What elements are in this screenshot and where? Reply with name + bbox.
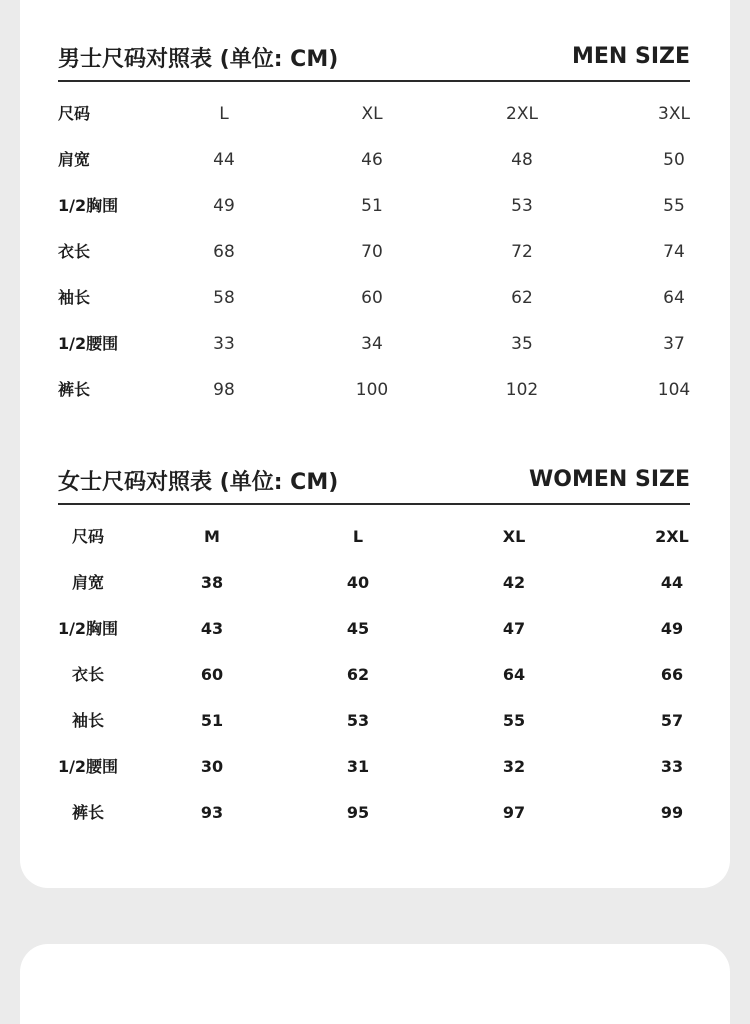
measurement-value: 93 xyxy=(200,803,224,822)
measurement-value: 53 xyxy=(511,196,533,216)
table-header-row xyxy=(20,517,730,563)
measurement-label: 衣长 xyxy=(58,242,91,261)
measurement-label: 袖长 xyxy=(58,288,91,307)
measurement-value: 62 xyxy=(511,288,533,308)
table-row xyxy=(20,609,730,655)
size-header: L xyxy=(352,527,364,546)
measurement-value: 60 xyxy=(200,665,224,684)
measurement-value: 58 xyxy=(213,288,235,308)
measurement-value: 38 xyxy=(200,573,224,592)
men-size-table xyxy=(20,94,730,416)
measurement-value: 34 xyxy=(361,334,383,354)
men-size-title: 男士尺码对照表 (单位: CM) xyxy=(58,47,339,72)
measurement-label: 1/2胸围 xyxy=(57,619,119,638)
next-card xyxy=(20,944,730,1024)
measurement-value: 95 xyxy=(346,803,370,822)
measurement-value: 32 xyxy=(502,757,526,776)
men-size-header xyxy=(58,40,690,82)
measurement-value: 104 xyxy=(657,380,691,400)
measurement-value: 57 xyxy=(660,711,684,730)
size-header: M xyxy=(204,527,220,546)
size-chart-card xyxy=(20,0,730,888)
measurement-value: 60 xyxy=(361,288,383,308)
measurement-label: 裤长 xyxy=(71,803,105,822)
measurement-value: 49 xyxy=(213,196,235,216)
measurement-value: 55 xyxy=(663,196,685,216)
size-column-label: 尺码 xyxy=(71,527,105,546)
table-row xyxy=(20,324,730,370)
size-header: 2XL xyxy=(655,527,689,546)
size-header: 3XL xyxy=(658,104,690,124)
measurement-value: 42 xyxy=(502,573,526,592)
measurement-label: 1/2腰围 xyxy=(57,757,119,776)
women-size-title: 女士尺码对照表 (单位: CM) xyxy=(58,470,339,495)
measurement-label: 肩宽 xyxy=(71,573,105,592)
measurement-value: 51 xyxy=(361,196,383,216)
measurement-value: 33 xyxy=(660,757,684,776)
measurement-value: 45 xyxy=(346,619,370,638)
measurement-label: 肩宽 xyxy=(58,150,91,169)
measurement-value: 46 xyxy=(361,150,383,170)
measurement-value: 102 xyxy=(505,380,539,400)
measurement-value: 44 xyxy=(213,150,235,170)
measurement-value: 37 xyxy=(663,334,685,354)
measurement-value: 70 xyxy=(361,242,383,262)
women-size-table xyxy=(20,517,730,839)
measurement-value: 55 xyxy=(502,711,526,730)
measurement-value: 66 xyxy=(660,665,684,684)
measurement-value: 64 xyxy=(663,288,685,308)
measurement-value: 50 xyxy=(663,150,685,170)
measurement-value: 51 xyxy=(200,711,224,730)
table-row xyxy=(20,747,730,793)
measurement-value: 30 xyxy=(200,757,224,776)
table-row xyxy=(20,186,730,232)
measurement-value: 44 xyxy=(660,573,684,592)
measurement-value: 31 xyxy=(346,757,370,776)
measurement-label: 裤长 xyxy=(58,380,91,399)
measurement-value: 99 xyxy=(660,803,684,822)
measurement-label: 1/2胸围 xyxy=(58,196,119,215)
measurement-label: 袖长 xyxy=(71,711,105,730)
table-row xyxy=(20,278,730,324)
measurement-value: 47 xyxy=(502,619,526,638)
measurement-value: 49 xyxy=(660,619,684,638)
table-row xyxy=(20,232,730,278)
measurement-label: 1/2腰围 xyxy=(58,334,119,353)
table-row xyxy=(20,793,730,839)
table-row xyxy=(20,655,730,701)
measurement-value: 72 xyxy=(511,242,533,262)
measurement-value: 62 xyxy=(346,665,370,684)
women-size-title-en: WOMEN SIZE xyxy=(529,467,690,492)
size-column-label: 尺码 xyxy=(58,104,91,123)
measurement-value: 35 xyxy=(511,334,533,354)
measurement-value: 40 xyxy=(346,573,370,592)
table-row xyxy=(20,370,730,416)
measurement-value: 64 xyxy=(502,665,526,684)
measurement-value: 43 xyxy=(200,619,224,638)
measurement-value: 97 xyxy=(502,803,526,822)
men-size-title-en: MEN SIZE xyxy=(571,44,690,69)
table-header-row xyxy=(20,94,730,140)
measurement-value: 53 xyxy=(346,711,370,730)
measurement-value: 98 xyxy=(213,380,235,400)
size-header: XL xyxy=(361,104,383,124)
size-header: L xyxy=(219,104,229,124)
women-size-header xyxy=(58,463,690,505)
measurement-value: 100 xyxy=(355,380,389,400)
size-header: 2XL xyxy=(506,104,538,124)
table-row xyxy=(20,140,730,186)
measurement-value: 48 xyxy=(511,150,533,170)
size-header: XL xyxy=(502,527,526,546)
measurement-value: 33 xyxy=(213,334,235,354)
measurement-value: 74 xyxy=(663,242,685,262)
measurement-label: 衣长 xyxy=(71,665,105,684)
table-row xyxy=(20,701,730,747)
measurement-value: 68 xyxy=(213,242,235,262)
table-row xyxy=(20,563,730,609)
